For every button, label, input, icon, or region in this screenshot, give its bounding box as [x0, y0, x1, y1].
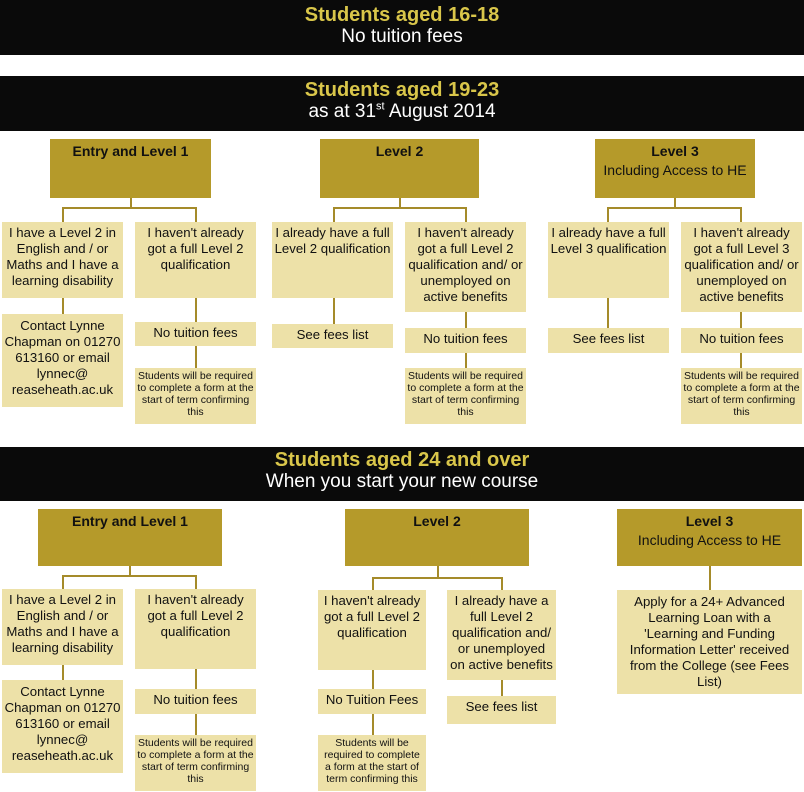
band-19-23 [0, 76, 804, 131]
s1923-level3-see-fees: See fees list [548, 328, 669, 353]
s24-entry-note: Students will be required to complete a form at the start of term confirming this [135, 735, 256, 791]
s1923-level3-header: Level 3 Including Access to HE [595, 139, 755, 198]
s24-entry-option-no-level2: I haven't already got a full Level 2 qualification [135, 589, 256, 669]
s1923-entry-header: Entry and Level 1 [50, 139, 211, 198]
band-24-over-subtitle: When you start your new course [265, 471, 539, 492]
s1923-level2-header: Level 2 [320, 139, 479, 198]
s1923-entry-no-fees: No tuition fees [135, 322, 256, 346]
band-19-23-subtitle: as at 31st August 2014 [308, 100, 496, 122]
s1923-level2-option-has-level2: I already have a full Level 2 qualification [272, 222, 393, 298]
s1923-level2-see-fees: See fees list [272, 324, 393, 348]
s1923-level2-option-no-level2: I haven't already got a full Level 2 qualification and/ or unemployed on active benefits [405, 222, 526, 312]
s24-entry-option-learning-disability: I have a Level 2 in English and / or Maths and I have a learning disability [2, 589, 123, 665]
s1923-entry-note: Students will be required to complete a form at the start of term confirming this [135, 368, 256, 424]
s1923-level3-option-has-level3: I already have a full Level 3 qualification [548, 222, 669, 298]
s24-entry-header: Entry and Level 1 [38, 509, 222, 566]
s1923-level2-note: Students will be required to complete a form at the start of term confirming this [405, 368, 526, 424]
s24-entry-no-fees: No tuition fees [135, 689, 256, 714]
band-16-18 [0, 0, 804, 55]
s24-level2-see-fees: See fees list [447, 696, 556, 724]
s24-level2-option-no-level2: I haven't already got a full Level 2 qualification [318, 590, 426, 670]
s1923-level2-no-fees: No tuition fees [405, 328, 526, 353]
s24-level2-note: Students will be required to complete a form at the start of term confirming this [318, 735, 426, 791]
s24-level2-header: Level 2 [345, 509, 529, 566]
s1923-level3-no-fees: No tuition fees [681, 328, 802, 353]
band-24-over-title: Students aged 24 and over [274, 449, 530, 471]
s24-level3-loan-info: Apply for a 24+ Advanced Learning Loan with a 'Learning and Funding Information Letter' received from the College (see Fees List) [617, 590, 802, 694]
s24-level3-header: Level 3 Including Access to HE [617, 509, 802, 566]
s24-entry-contact: Contact Lynne Chapman on 01270 613160 or email lynnec@ reaseheath.ac.uk [2, 680, 123, 773]
s1923-level3-option-no-level3: I haven't already got a full Level 3 qualification and/ or unemployed on active benefits [681, 222, 802, 312]
s1923-entry-option-learning-disability: I have a Level 2 in English and / or Maths and I have a learning disability [2, 222, 123, 298]
band-16-18-subtitle: No tuition fees [341, 26, 463, 47]
s1923-entry-contact: Contact Lynne Chapman on 01270 613160 or email lynnec@ reaseheath.ac.uk [2, 314, 123, 407]
s24-level2-option-has-level2: I already have a full Level 2 qualification and/ or unemployed on active benefits [447, 590, 556, 680]
band-24-over [0, 447, 804, 501]
s1923-entry-option-no-level2: I haven't already got a full Level 2 qualification [135, 222, 256, 298]
s1923-level3-note: Students will be required to complete a form at the start of term confirming this [681, 368, 802, 424]
band-19-23-title: Students aged 19-23 [304, 79, 500, 101]
s24-level2-no-fees: No Tuition Fees [318, 689, 426, 714]
band-16-18-title: Students aged 16-18 [304, 4, 500, 26]
